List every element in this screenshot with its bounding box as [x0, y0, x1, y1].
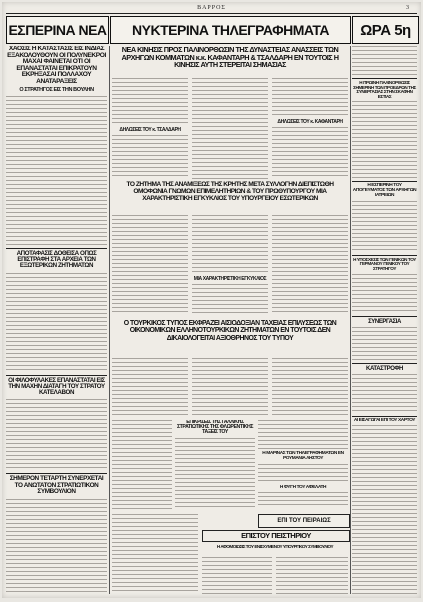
divider — [352, 316, 417, 317]
divider — [352, 78, 417, 79]
divider — [6, 375, 107, 376]
bottom-headline: ΕΠΙΣΤΟΥ ΠΕΙΣΤΗΡΙΟΥ — [202, 530, 350, 542]
left-subhead-general: Ο ΣΤΡΑΤΗΓΟΣ ΕΙΣ ΤΗΝ ΒΟΥΛΗΝ — [19, 86, 94, 93]
time-header: ΩΡΑ 5η — [352, 16, 419, 44]
article-text — [352, 46, 417, 76]
center-col-a-top — [112, 78, 188, 180]
left-headline-military-council: ΣΗΜΕΡΟΝ ΤΕΤΑΡΤΗ ΣΥΝΕΡΧΕΤΑΙ ΤΟ ΑΝΩΤΑΤΟΝ ΣΤΡΑΤΙΩΤΙΚΟΝ ΣΥΜΒΟΥΛΙΟΝ — [9, 475, 104, 496]
center-lower-c — [258, 420, 348, 512]
kafantaris-statement-subhead: ΔΗΛΩΣΕΙΣ ΤΟΥ κ. ΚΑΦΑΝΤΑΡΗ — [277, 119, 343, 125]
article-text — [258, 464, 348, 484]
center-col-b-turk — [192, 358, 268, 416]
center-col-c-top — [272, 78, 348, 180]
article-text — [112, 135, 188, 179]
left-column — [6, 46, 107, 594]
divider — [352, 255, 417, 256]
cabinet-subhead: Η ΑΦΟΜΟΙΩΣΙΣ ΤΟΥ ΕΝΙΣΧΥΜΕΝΟΥ ΥΠΟΥΡΓΙΚΟΥ ΣΥΜΒΟΥΛΙΟΥ — [216, 544, 334, 549]
piraeus-box: ΕΠΙ ΤΟΥ ΠΕΙΡΑΙΩΣ — [258, 514, 350, 528]
center-col-a-turk — [112, 358, 188, 416]
column-rule — [350, 46, 351, 594]
article-text — [352, 327, 417, 361]
circular-subhead: ΜΙΑ ΧΑΡΑΚΤΗΡΙΣΤΙΚΗ ΕΓΚΥΚΛΙΟΣ — [193, 276, 267, 282]
center-col-c-mid — [272, 215, 348, 315]
left-headline-decision: ΑΠΟΤΑΦΑΣΙΣ ΔΟΘΕΙΣΑ ΟΠΩΣ ΕΠΙΣΤΡΑΦΗ ΣΤΑ ΑΡΧΕΙΑ ΤΩΝ ΕΞΩΤΕΡΙΚΩΝ ΖΗΤΗΜΑΤΩΝ — [16, 250, 97, 270]
article-text — [352, 101, 417, 179]
article-text — [258, 420, 348, 450]
right-headline-2: Η ΕΣΠΕΡΙΝΗ ΤΟΥ ΑΠΟΓΕΥΜΑΤΟΣ ΤΩΝ ΑΡΧΗΓΩΝ ΙΑΤΡΕΙΩΝ — [352, 183, 417, 198]
article-text — [112, 78, 188, 126]
center-col-c-turk — [272, 358, 348, 416]
tsaldaris-statement-subhead: ΔΗΛΩΣΕΙΣ ΤΟΥ κ. ΤΣΑΛΔΑΡΗ — [119, 127, 181, 133]
article-text — [258, 492, 348, 508]
center-lower-b — [175, 420, 255, 512]
divider — [6, 248, 107, 249]
right-headline-disaster: ΚΑΤΑΣΤΡΟΦΗ — [366, 365, 403, 372]
article-text — [352, 425, 417, 594]
right-headline-imports: ΑΙ ΕΙΣΑΓΩΓΑΙ ΕΠΙ ΤΟΥ ΧΑΡΤΟΥ — [353, 417, 416, 423]
left-article-text-2 — [6, 273, 107, 373]
center-bottom-c — [276, 557, 348, 594]
article-text — [112, 215, 188, 315]
right-headline-cooperation: ΣΥΝΕΡΓΑΣΙΑ — [368, 318, 401, 325]
french-criticism-subhead: ΕΠΙΚΡΙΣΕΙΣ ΤΗΣ ΓΑΛΛΙΚΗΣ ΣΤΡΑΤΙΩΤΙΚΗΣ ΤΗΣ ΦΛΩΡΕΝΤΙΚΗΣ ΤΑΞΕΙΣ ΤΟΥ — [176, 420, 254, 436]
article-text — [272, 78, 348, 118]
right-headline-1: Η ΠΡΩΙΝΗ ΠΑΛΙΝΟΡΘΩΣΙΣ ΣΗΜΕΡΙΝΗ ΤΩΝ ΠΡΟΕΔΡΩΝ ΤΗΣ ΣΥΝΕΡΓΑΣΙΑΣ ΣΤΗΝ ΣΚΑΦΗΝ ΕΣΤΙΑΣ — [353, 80, 416, 99]
left-article-text-1 — [6, 96, 107, 246]
article-text — [272, 358, 348, 416]
night-telegrams-header: ΝΥΚΤΕΡΙΝΑ ΤΗΛΕΓΡΑΦΗΜΑΤΑ — [110, 16, 351, 44]
article-text — [175, 438, 255, 508]
article-text — [276, 557, 348, 594]
article-text — [192, 284, 268, 315]
center-col-b-mid — [192, 215, 268, 315]
turkish-press-headline: Ο ΤΟΥΡΚΙΚΟΣ ΤΥΠΟΣ ΕΚΦΡΑΖΕΙ ΑΙΣΙΟΔΟΞΙΑΝ ΤΑΧΕΙΑΣ ΕΠΙΛΥΣΕΩΣ ΤΩΝ ΟΙΚΟΝΟΜΙΚΩΝ ΕΛΛΗΝΟΤΟΥΡΚΙΚΩΝ ΖΗΤΗΜΑΤΩΝ ΕΝ ΤΟΥΤΟΙΣ ΔΕΝ ΔΙΚΑΙΟΛΟΓΕΙΤΑΙ ΑΞΙΟΘΡΗΝΟΣ ΤΟΥ ΤΥΠΟΥ — [123, 320, 337, 342]
article-text — [192, 78, 268, 180]
divider — [6, 473, 107, 474]
left-article-text-4 — [6, 499, 107, 595]
article-text — [112, 420, 172, 512]
article-text — [352, 201, 417, 253]
center-col-b-top — [192, 78, 268, 180]
top-rule — [6, 13, 417, 14]
center-bottom-a — [112, 514, 198, 594]
left-article-text-3 — [6, 399, 107, 471]
article-text — [192, 358, 268, 416]
center-col-a-mid — [112, 215, 188, 315]
article-text — [192, 215, 268, 275]
newspaper-page — [2, 2, 421, 598]
article-text — [352, 274, 417, 314]
divider — [352, 363, 417, 364]
article-text — [202, 557, 272, 594]
article-text — [272, 127, 348, 179]
running-head: ΒΑΡΡΟΣ — [197, 5, 226, 11]
article-text — [112, 514, 198, 594]
restoration-headline: ΝΕΑ ΚΙΝΗΣΙΣ ΠΡΟΣ ΠΑΛΙΝΟΡΘΩΣΙΝ ΤΗΣ ΔΥΝΑΣΤΕΙΑΣ ΑΝΑΣΣΕΙΣ ΤΩΝ ΑΡΧΗΓΩΝ ΚΟΜΜΑΤΩΝ κ.κ. ΚΑΦΑΝΤΑΡΗ & ΤΣΑΛΔΑΡΗ ΕΝ ΤΟΥΤΟΙΣ Η ΚΙΝΗΣΙΣ ΑΥΤΗ ΣΤΕΡΕΙΤΑΙ ΣΗΜΑΣΙΑΣ — [121, 45, 339, 70]
evening-news-header: ΕΣΠΕΡΙΝΑ ΝΕΑ — [6, 16, 109, 44]
escape-subhead: Η ΦΥΓΗ ΤΟΥ ΑΦΕΛΑΤΗ — [279, 484, 327, 490]
article-text — [112, 358, 188, 416]
page-number: 3 — [406, 5, 409, 11]
crete-issue-headline: ΤΟ ΖΗΤΗΜΑ ΤΗΣ ΑΝΑΜΙΞΕΩΣ ΤΗΣ ΚΡΗΤΗΣ ΜΕΤΑ ΣΥΛΛΟΓΗΝ ΔΙΕΠΙΣΤΩΘΗ ΟΜΟΦΩΝΙΑ ΓΝΩΜΩΝ ΕΠΙΜΕΛΗΤΗΡΙΩΝ & ΤΟΥ ΠΡΩΘΥΠΟΥΡΓΟΥ ΜΙΑ ΧΑΡΑΚΤΗΡΙΣΤΙΚΗ ΕΓΚΥΚΛΙΟΣ ΤΟΥ ΥΠΟΥΡΓΕΙΟΥ ΕΣΩΤΕΡΙΚΩΝ — [126, 181, 334, 202]
romania-subhead: Η ΜΑΡΙΝΑΣ ΤΩΝ ΤΗΛΕΓΡΑΦΗΜΑΤΩΝ ΕΝ ΡΟΥΜΑΝΙΑ ΛΗΣΤΟΥ — [262, 451, 344, 461]
center-bottom-b — [202, 557, 272, 594]
left-headline-india: ΧΑΟΣΙΣ Η ΚΑΤΑΣΤΑΣΙΣ ΕΙΣ ΙΝΔΙΑΣ ΕΞΑΚΟΛΟΥΘΟΥΝ ΟΙ ΠΟΛΥΝΕΚΡΟΙ ΜΑΧΑΙ ΦΑΙΝΕΤΑΙ ΟΤΙ ΟΙ ΕΠΑΝΑΣΤΑΤΑΙ ΕΠΙΚΡΑΤΟΥΝ ΕΚΡΗΞΑΣΑΙ ΠΟΛΛΑΧΟΥ ΑΝΑΤΑΡΑΞΕΙΣ — [7, 46, 106, 85]
right-headline-3: Η ΥΠΟΣΧΕΣΙΣ ΤΩΝ ΓΕΝΙΚΩΝ ΤΟΥ ΓΕΡΜΑΝΟΥ ΓΕΝΙΚΟΥ ΤΟΥ ΣΤΡΑΤΗΓΟΥ — [353, 256, 416, 271]
article-text — [352, 374, 417, 414]
article-text — [272, 215, 348, 315]
right-column — [352, 46, 417, 594]
center-lower-a — [112, 420, 172, 512]
left-headline-revolutionaries: ΟΙ ΦΙΛΟΦΥΛΑΚΕΣ ΕΠΑΝΑΣΤΑΤΑΙ ΕΙΣ ΤΗΝ ΜΑΧΗΝ ΔΙΑΤΑΓΗ ΤΟΥ ΣΤΡΑΤΟΥ ΚΑΤΕΛΑΒΟΝ — [8, 376, 105, 397]
column-rule — [109, 46, 110, 594]
divider — [352, 416, 417, 417]
